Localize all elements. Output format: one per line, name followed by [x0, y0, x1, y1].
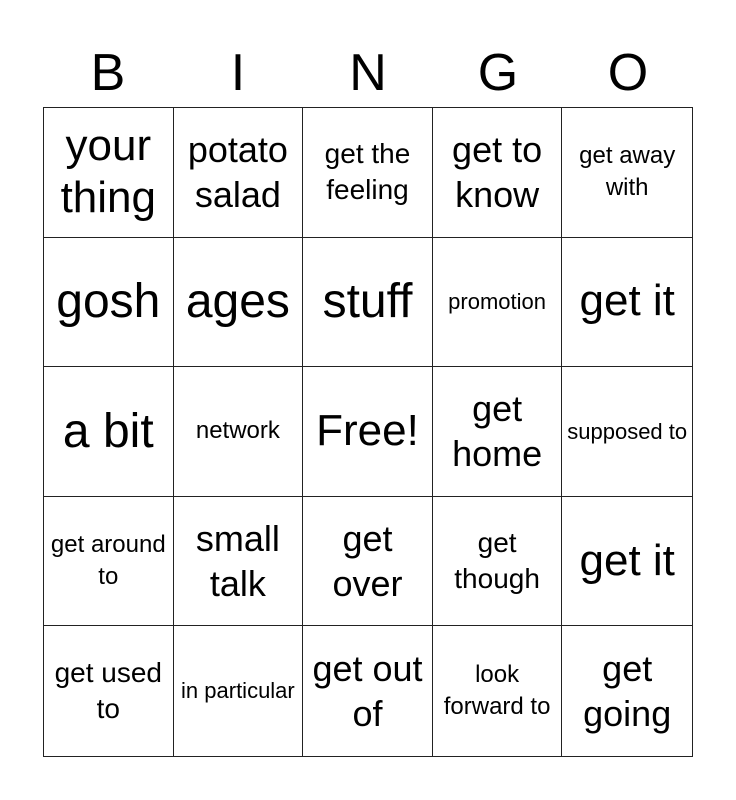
header-letter-b: B [90, 44, 126, 102]
bingo-cell-r2-c2[interactable] [174, 238, 304, 368]
header-letter-g: G [477, 44, 519, 102]
bingo-cell-r4-c4[interactable] [433, 497, 563, 627]
bingo-cell-r5-c2[interactable] [174, 626, 304, 756]
cell-text: potato salad [187, 129, 288, 216]
cell-text: small talk [195, 518, 280, 605]
bingo-cell-r1-c4[interactable] [433, 108, 563, 238]
cell-text: get away with [579, 141, 676, 202]
cell-text: a bit [62, 404, 154, 458]
header-letter-o: O [607, 44, 649, 102]
header-letter-i: I [230, 44, 246, 102]
bingo-cell-r5-c5[interactable] [562, 626, 692, 756]
cell-text: get to know [452, 129, 543, 216]
bingo-cell-r1-c1[interactable] [44, 108, 174, 238]
bingo-cell-r2-c4[interactable] [433, 238, 563, 368]
bingo-cell-r3-c5[interactable] [562, 367, 692, 497]
bingo-cell-r2-c3[interactable] [303, 238, 433, 368]
cell-text: your thing [60, 120, 156, 223]
bingo-header [43, 38, 693, 108]
bingo-board [43, 107, 693, 757]
bingo-cell-r2-c1[interactable] [44, 238, 174, 368]
cell-text: promotion [448, 288, 547, 314]
cell-text: get home [452, 388, 543, 475]
cell-text: network [195, 417, 280, 445]
bingo-cell-r4-c3[interactable] [303, 497, 433, 627]
cell-text: get going [583, 648, 672, 735]
bingo-cell-r5-c4[interactable] [433, 626, 563, 756]
cell-text: get over [332, 518, 403, 605]
cell-text: Free! [316, 406, 419, 456]
bingo-cell-r5-c3[interactable] [303, 626, 433, 756]
bingo-cell-r5-c1[interactable] [44, 626, 174, 756]
bingo-cell-r4-c2[interactable] [174, 497, 304, 627]
cell-text: ages [185, 275, 290, 329]
bingo-cell-r1-c2[interactable] [174, 108, 304, 238]
cell-text: supposed to [567, 418, 688, 444]
bingo-cell-r4-c5[interactable] [562, 497, 692, 627]
bingo-cell-r1-c5[interactable] [562, 108, 692, 238]
cell-text: get out of [312, 648, 423, 735]
bingo-cell-r3-c4[interactable] [433, 367, 563, 497]
cell-text: gosh [56, 275, 161, 329]
cell-text: stuff [322, 275, 413, 329]
bingo-cell-r3-c2[interactable] [174, 367, 304, 497]
cell-text: in particular [181, 678, 295, 704]
cell-text: get it [579, 276, 675, 326]
bingo-cell-r1-c3[interactable] [303, 108, 433, 238]
bingo-cell-r4-c1[interactable] [44, 497, 174, 627]
cell-text: get it [579, 535, 675, 585]
header-letter-n: N [349, 44, 387, 102]
cell-text: get though [454, 526, 540, 595]
cell-text: get the feeling [324, 137, 411, 206]
cell-text: get used to [54, 656, 162, 725]
bingo-cell-r3-c1[interactable] [44, 367, 174, 497]
bingo-cell-r3-c3[interactable] [303, 367, 433, 497]
cell-text: get around to [50, 530, 166, 591]
cell-text: look forward to [443, 660, 551, 721]
bingo-cell-r2-c5[interactable] [562, 238, 692, 368]
